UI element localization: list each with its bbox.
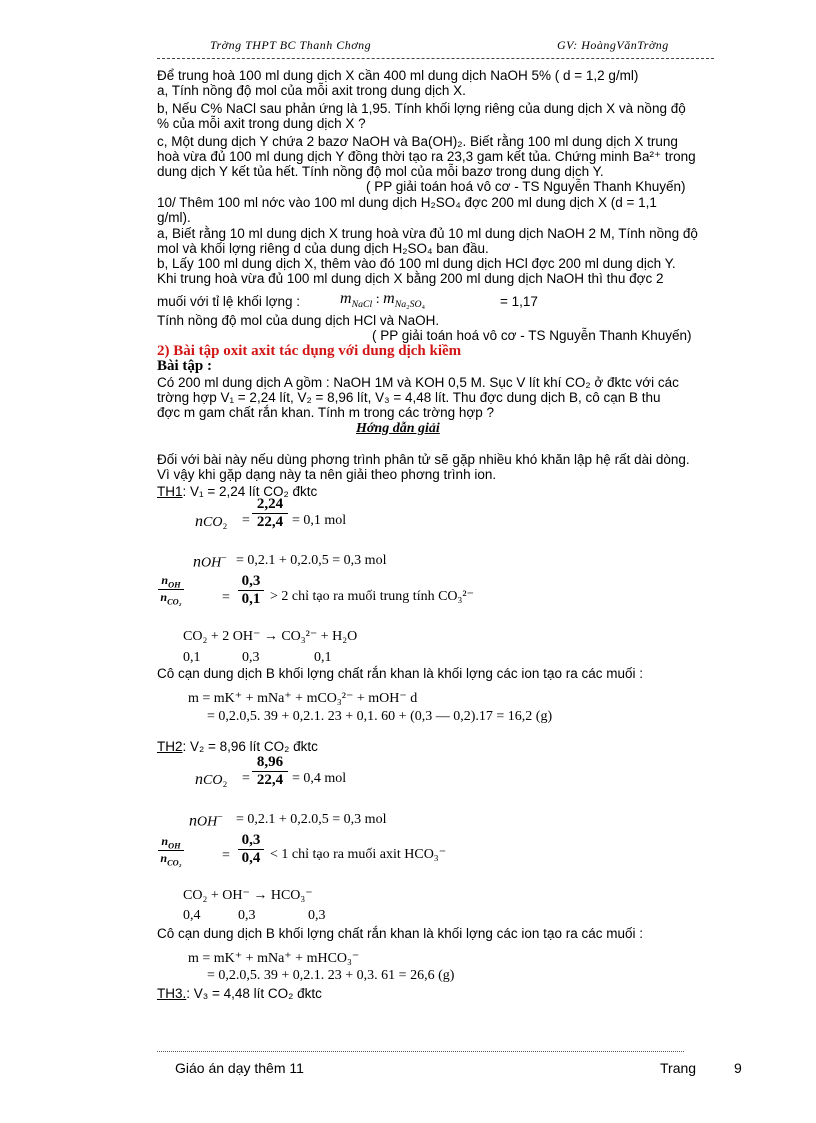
text-line: a, Tính nồng độ mol của mỗi axit trong dung dịch X. — [157, 83, 466, 98]
case-2-label: TH2 — [157, 739, 183, 754]
mass-expression: m = mK⁺ + mNa⁺ + mHCO₃⁻ — [188, 951, 360, 966]
oh-co2-fraction-symbol: $n_{OH}$ $n_{CO_2}$ — [158, 573, 184, 607]
oh-co2-ratio: $\frac{0,3}{0,1}$ — [238, 573, 264, 608]
text-line: g/ml). — [157, 210, 191, 225]
text-line: a, Biết rằng 10 ml dung dịch X trung hoà vừa đủ 10 ml dung dịch NaOH 2 M, Tính nồng độ — [157, 226, 698, 241]
footer-page-number: 9 — [734, 1060, 742, 1076]
text-line: dung dịch Y kết tủa hết. Tính nồng độ mol của mỗi bazơ trong dung dịch Y. — [157, 164, 604, 179]
header-school: Trờng THPT BC Thanh Chơng — [210, 38, 372, 52]
mass-ratio-value: = 1,17 — [500, 294, 538, 309]
n-co2-fraction: $\frac{8,96}{22,4}$ — [252, 754, 288, 789]
mol-value: 0,3 — [242, 650, 260, 665]
text-line: muối với tỉ lệ khối lợng : — [157, 294, 301, 309]
solution-heading: Hớng dẫn giải — [356, 421, 440, 436]
footer-title: Giáo án dạy thêm 11 — [175, 1060, 304, 1076]
text-line: Cô cạn dung dịch B khối lợng chất rắn khan là khối lợng các ion tạo ra các muối : — [157, 666, 643, 681]
text-line: Có 200 ml dung dịch A gồm : NaOH 1M và KOH 0,5 M. Sục V lít khí CO₂ ở đktc với các — [157, 375, 679, 390]
text-line: Vì vậy khi gặp dạng này ta nên giải theo phơng trình ion. — [157, 467, 497, 482]
mass-ratio-formula: $m_{NaCl}$ : $m_{Na_2SO_4}$ — [340, 290, 425, 310]
ratio-conclusion: < 1 chỉ tạo ra muối axit HCO₃⁻ — [270, 847, 447, 862]
header-divider — [157, 58, 714, 59]
text-line: đợc m gam chất rắn khan. Tính m trong các trờng hợp ? — [157, 405, 494, 420]
footer-page-label: Trang — [660, 1060, 697, 1076]
text-line: 10/ Thêm 100 ml nớc vào 100 ml dung dịch H₂SO₄ đợc 200 ml dung dịch X (d = 1,1 — [157, 195, 657, 210]
text-line: Để trung hoà 100 ml dung dịch X cần 400 ml dung dịch NaOH 5% ( d = 1,2 g/ml) — [157, 68, 639, 83]
text-line: Khi trung hoà vừa đủ 100 ml dung dịch X bằng 200 ml dung dịch NaOH thì thu đợc 2 — [157, 271, 664, 286]
text-line: mol và khối lợng riêng d của dung dịch H₂SO₄ ban đầu. — [157, 241, 489, 256]
case-1-line — [157, 484, 317, 499]
header-teacher: GV: HoàngVănTrờng — [557, 38, 669, 52]
n-co2-symbol: nCO₂ — [195, 771, 228, 788]
n-co2-fraction: $\frac{2,24}{22,4}$ — [252, 496, 288, 531]
ionic-equation: CO₂ + 2 OH⁻ → CO₃²⁻ + H₂O — [183, 629, 358, 644]
citation: ( PP giải toán hoá vô cơ - TS Nguyễn Thanh Khuyến) — [372, 328, 692, 343]
n-co2-result: = 0,1 mol — [292, 513, 347, 528]
text-line: b, Lấy 100 ml dung dịch X, thêm vào đó 100 ml dung dịch HCl đợc 200 ml dung dịch Y. — [157, 256, 676, 271]
text-line: Tính nồng độ mol của dung dịch HCl và NaOH. — [157, 313, 440, 328]
case-2-given: : V₂ = 8,96 lít CO₂ đktc — [182, 739, 318, 754]
n-co2-result: = 0,4 mol — [292, 771, 347, 786]
mol-value: 0,3 — [308, 908, 326, 923]
text-line: b, Nếu C% NaCl sau phản ứng là 1,95. Tính khối lợng riêng của dung dịch X và nồng độ — [157, 101, 686, 116]
mass-expression: m = mK⁺ + mNa⁺ + mCO₃²⁻ + mOH⁻ d — [188, 691, 418, 706]
document-page: Trờng THPT BC Thanh Chơng GV: HoàngVănTrờng Để trung hoà 100 ml dung dịch X cần 400 ml dung dịch NaOH 5% ( d = 1,2 g/ml) a, Tính nồng độ mol của mỗi axit trong dung dịch X. b, Nếu C% NaCl sau phản ứng là 1,95. Tính khối lợng riêng của dung dịch X và nồng độ % của mỗi axit trong dung dịch X ? c, Một dung dịch Y chứa 2 bazơ NaOH và Ba(OH)₂. Biết rằng 100 ml dung dịch X trung hoà vừa đủ 100 ml dung dịch Y đồng thời tạo ra 23,3 gam kết tủa. Chứng minh Ba²⁺ trong dung dịch Y kết tủa hết. Tính nồng độ mol của mỗi bazơ trong dung dịch Y. ( PP giải toán hoá vô cơ - TS Nguyễn Thanh Khuyến) 10/ Thêm 100 ml nớc vào 100 ml dung dịch H₂SO₄ đợc 200 ml dung dịch X (d = 1,1 g/ml). a, Biết rằng 10 ml dung dịch X trung hoà vừa đủ 10 ml dung dịch NaOH 2 M, Tính nồng độ mol và khối lợng riêng d của dung dịch H₂SO₄ ban đầu. b, Lấy 100 ml dung dịch X, thêm vào đó 100 ml dung dịch HCl đợc 200 ml dung dịch Y. Khi trung hoà vừa đủ 100 ml dung dịch X bằng 200 ml dung dịch NaOH thì thu đợc 2 muối với tỉ lệ khối lợng : $m_{NaCl}$ : $m_{Na_2SO_4}$ = 1,17 Tính nồng độ mol của dung dịch HCl và NaOH. ( PP giải toán hoá vô cơ - TS Nguyễn Thanh Khuyến) 2) Bài tập oxit axit tác dụng với dung dịch kiềm Bài tập : Có 200 ml dung dịch A gồm : NaOH 1M và KOH 0,5 M. Sục V lít khí CO₂ ở đktc với các trờng hợp V₁ = 2,24 lít, V₂ = 8,96 lít, V₃ = 4,48 lít. Thu đợc dung dịch B, cô cạn B thu đợc m gam chất rắn khan. Tính m trong các trờng hợp ? Hớng dẫn giải Đối với bài này nếu dùng phơng trình phân tử sẽ gặp nhiều khó khăn lập hệ rất dài dòng. Vì vậy khi gặp dạng này ta nên giải theo phơng trình ion. TH1: V₁ = 2,24 lít CO₂ đktc nCO₂ = $\frac{2,24}{22,4}$ = 0,1 mol nOH− = 0,2.1 + 0,2.0,5 = 0,3 mol $n_{OH}$ $n_{CO_2}$ = $\frac{0,3}{0,1}$ > 2 chỉ tạo ra muối trung tính CO₃²⁻ CO₂ + 2 OH⁻ → CO₃²⁻ + H₂O 0,1 0,3 0,1 Cô cạn dung dịch B khối lợng chất rắn khan là khối lợng các ion tạo ra các muối : m = mK⁺ + mNa⁺ + mCO₃²⁻ + mOH⁻ d = 0,2.0,5. 39 + 0,2.1. 23 + 0,1. 60 + (0,3 — 0,2).17 = 16,2 (g) TH2: V₂ = 8,96 lít CO₂ đktc nCO₂ = $\frac{8,96}{22,4}$ = 0,4 mol nOH− = 0,2.1 + 0,2.0,5 = 0,3 mol $n_{OH}$ $n_{CO_2}$ = $\frac{0,3}{0,4}$ < 1 chỉ tạo ra muối axit HCO₃⁻ CO₂ + OH⁻ → HCO₃⁻ 0,4 0,3 0,3 Cô cạn dung dịch B khối lợng chất rắn khan là khối lợng các ion tạo ra các muối : m = mK⁺ + mNa⁺ + mHCO₃⁻ = 0,2.0,5. 39 + 0,2.1. 23 + 0,3. 61 = 26,6 (g) TH3.: V₃ = 4,48 lít CO₂ đktc Giáo án dạy thêm 11 Trang 9 — [157, 38, 742, 1076]
case-3-given: : V₃ = 4,48 lít CO₂ đktc — [186, 986, 322, 1001]
exercise-label: Bài tập : — [157, 358, 213, 374]
text-line: Cô cạn dung dịch B khối lợng chất rắn khan là khối lợng các ion tạo ra các muối : — [157, 926, 643, 941]
oh-co2-ratio: $\frac{0,3}{0,4}$ — [238, 832, 264, 867]
case-1-label: TH1 — [157, 484, 183, 499]
n-oh-symbol: nOH− — [189, 812, 223, 830]
oh-co2-fraction-symbol: $n_{OH}$ $n_{CO_2}$ — [158, 834, 184, 868]
n-co2-symbol: nCO₂ — [195, 513, 228, 530]
n-oh-calc: = 0,2.1 + 0,2.0,5 = 0,3 mol — [236, 553, 387, 568]
text-line: c, Một dung dịch Y chứa 2 bazơ NaOH và Ba(OH)₂. Biết rằng 100 ml dung dịch X trung — [157, 134, 678, 149]
text-line: Đối với bài này nếu dùng phơng trình phân tử sẽ gặp nhiều khó khăn lập hệ rất dài dòng. — [157, 452, 690, 467]
case-3-line — [157, 986, 322, 1001]
mass-calculation: = 0,2.0,5. 39 + 0,2.1. 23 + 0,1. 60 + (0,3 — 0,2).17 = 16,2 (g) — [207, 709, 553, 724]
section-heading: 2) Bài tập oxit axit tác dụng với dung dịch kiềm — [157, 343, 462, 359]
citation: ( PP giải toán hoá vô cơ - TS Nguyễn Thanh Khuyến) — [366, 179, 686, 194]
mol-value: 0,3 — [238, 908, 256, 923]
case-2-line — [157, 739, 318, 754]
text-line: hoà vừa đủ 100 ml dung dịch Y đồng thời tạo ra 23,3 gam kết tủa. Chứng minh Ba²⁺ trong — [157, 149, 696, 164]
case-3-label: TH3. — [157, 986, 187, 1001]
mol-value: 0,4 — [183, 908, 201, 923]
footer-divider — [157, 1051, 684, 1052]
n-oh-calc: = 0,2.1 + 0,2.0,5 = 0,3 mol — [236, 812, 387, 827]
mass-calculation: = 0,2.0,5. 39 + 0,2.1. 23 + 0,3. 61 = 26,6 (g) — [207, 968, 455, 983]
text-line: trờng hợp V₁ = 2,24 lít, V₂ = 8,96 lít, V₃ = 4,48 lít. Thu đợc dung dịch B, cô cạn B thu — [157, 390, 661, 405]
case-1-given: : V₁ = 2,24 lít CO₂ đktc — [182, 484, 318, 499]
n-oh-symbol: nOH− — [193, 553, 227, 571]
text-line: % của mỗi axit trong dung dịch X ? — [157, 116, 366, 131]
mol-value: 0,1 — [314, 650, 332, 665]
ionic-equation: CO₂ + OH⁻ → HCO₃⁻ — [183, 888, 313, 903]
ratio-conclusion: > 2 chỉ tạo ra muối trung tính CO₃²⁻ — [270, 589, 475, 604]
mol-value: 0,1 — [183, 650, 201, 665]
